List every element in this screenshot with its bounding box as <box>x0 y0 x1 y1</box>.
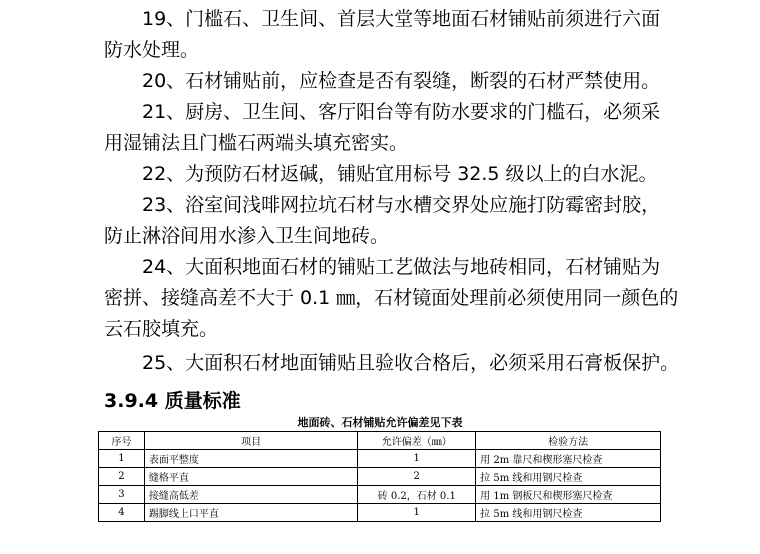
table-header-row <box>99 432 661 450</box>
paragraph-19-line-1: 19、门槛石、卫生间、首层大堂等地面石材铺贴前须进行六面 <box>142 8 661 30</box>
paragraph-19-line-2: 防水处理。 <box>104 39 200 61</box>
cell-method: 拉 5m 线和用钢尺检查 <box>476 504 661 522</box>
cell-item: 缝格平直 <box>144 468 357 486</box>
header-item: 项目 <box>144 432 357 450</box>
cell-method: 拉 5m 线和用钢尺检查 <box>476 468 661 486</box>
cell-tolerance: 2 <box>358 468 476 486</box>
section-heading: 3.9.4 质量标准 <box>104 390 241 412</box>
cell-index: 2 <box>99 468 145 486</box>
paragraph-21-line-2: 用湿铺法且门槛石两端头填充密实。 <box>104 132 409 154</box>
table-title: 地面砖、石材铺贴允许偏差见下表 <box>297 416 463 429</box>
cell-tolerance: 砖 0.2，石材 0.1 <box>358 486 476 504</box>
tolerance-table <box>98 431 661 522</box>
cell-tolerance: 1 <box>358 450 476 468</box>
table-row <box>99 468 661 486</box>
cell-tolerance: 1 <box>358 504 476 522</box>
paragraph-20: 20、石材铺贴前，应检查是否有裂缝，断裂的石材严禁使用。 <box>142 70 661 92</box>
paragraph-24-line-2: 密拼、接缝高差不大于 0.1 ㎜，石材镜面处理前必须使用同一颜色的 <box>104 287 679 309</box>
table-row <box>99 486 661 504</box>
header-index: 序号 <box>99 432 145 450</box>
cell-item: 表面平整度 <box>144 450 357 468</box>
paragraph-21-line-1: 21、厨房、卫生间、客厅阳台等有防水要求的门槛石，必须采 <box>142 101 661 123</box>
paragraph-25: 25、大面积石材地面铺贴且验收合格后，必须采用石膏板保护。 <box>142 352 680 374</box>
table-row <box>99 450 661 468</box>
paragraph-23-line-1: 23、浴室间浅啡网拉坑石材与水槽交界处应施打防霉密封胶， <box>142 194 661 216</box>
paragraph-24-line-1: 24、大面积地面石材的铺贴工艺做法与地砖相同，石材铺贴为 <box>142 256 661 278</box>
header-tolerance: 允许偏差（㎜） <box>358 432 476 450</box>
cell-method: 用 2m 靠尺和楔形塞尺检查 <box>476 450 661 468</box>
cell-method: 用 1m 钢板尺和楔形塞尺检查 <box>476 486 661 504</box>
cell-index: 3 <box>99 486 145 504</box>
cell-index: 4 <box>99 504 145 522</box>
paragraph-22: 22、为预防石材返碱，铺贴宜用标号 32.5 级以上的白水泥。 <box>142 163 658 185</box>
header-method: 检验方法 <box>476 432 661 450</box>
table-row <box>99 504 661 522</box>
cell-item: 踢脚线上口平直 <box>144 504 357 522</box>
cell-item: 接缝高低差 <box>144 486 357 504</box>
paragraph-23-line-2: 防止淋浴间用水渗入卫生间地砖。 <box>104 225 390 247</box>
paragraph-24-line-3: 云石胶填充。 <box>104 318 219 340</box>
cell-index: 1 <box>99 450 145 468</box>
